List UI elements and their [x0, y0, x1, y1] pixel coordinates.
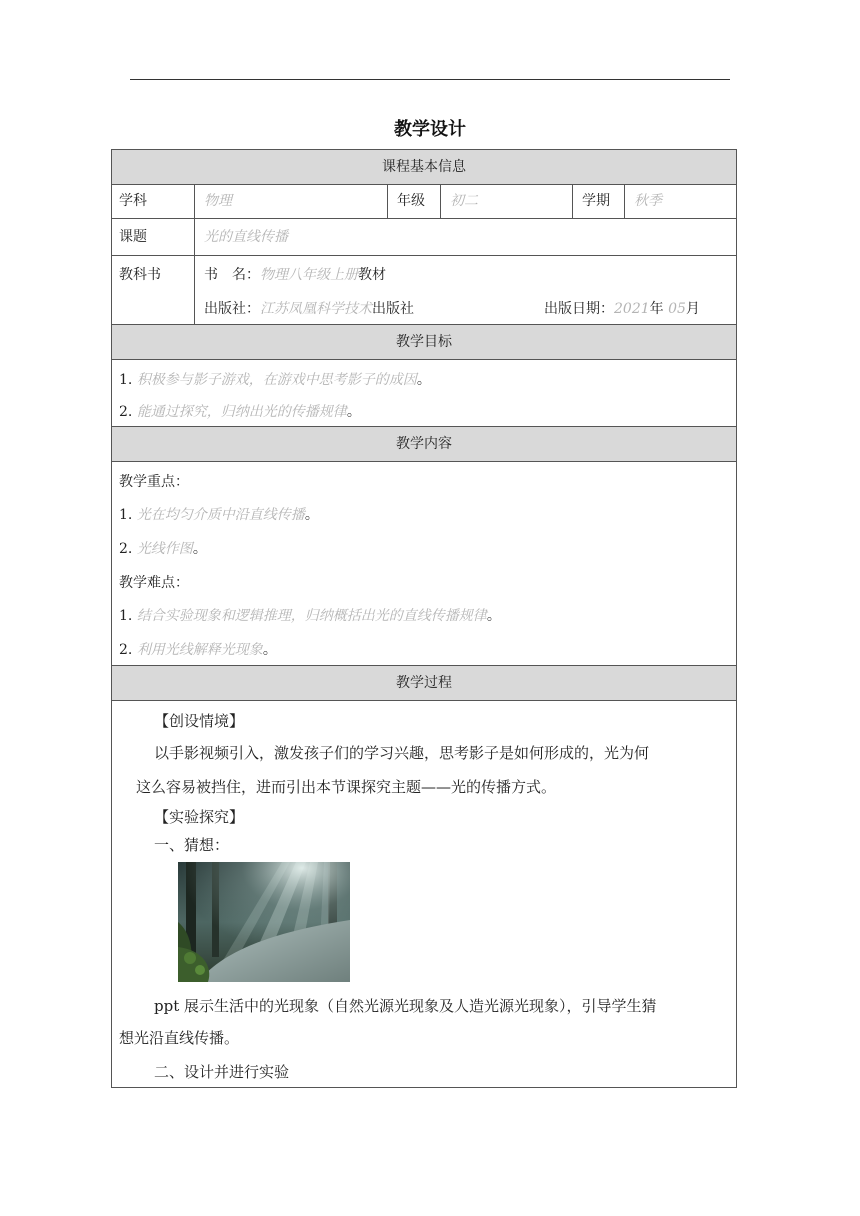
objectives-body	[112, 360, 736, 427]
objective-end: 。	[346, 404, 361, 420]
objective-text: 积极参与影子游戏，在游戏中思考影子的成因	[136, 372, 417, 388]
subject-row	[112, 185, 736, 219]
textbook-label: 教科书	[119, 267, 161, 283]
difficult-point-end: 。	[486, 608, 501, 624]
topic-row	[112, 219, 736, 256]
objective-end: 。	[416, 372, 431, 388]
key-point-number: 1.	[119, 507, 133, 523]
publisher-suffix: 出版社	[372, 301, 414, 317]
page-title: 教学设计	[394, 119, 466, 140]
publisher-line	[204, 298, 414, 318]
content-header: 教学内容	[112, 427, 736, 462]
difficult-point-item	[119, 639, 277, 659]
book-name-suffix: 教材	[358, 267, 386, 283]
key-point-item	[119, 538, 207, 558]
book-name-line	[204, 264, 386, 284]
objective-number: 2.	[119, 404, 133, 420]
difficult-point-item	[119, 605, 501, 625]
paragraph-line: 这么容易被挡住，进而引出本节课探究主题——光的传播方式。	[136, 778, 557, 796]
paragraph-line: 以手影视频引入，激发孩子们的学习兴趣，思考影子是如何形成的，光为何	[154, 744, 650, 762]
course-info-header: 课程基本信息	[112, 150, 736, 185]
objective-text: 能通过探究，归纳出光的传播规律	[136, 404, 347, 420]
term-label: 学期	[572, 185, 624, 218]
publisher-value: 江苏凤凰科学技术	[260, 301, 372, 317]
grade-label: 年级	[387, 185, 440, 218]
step-heading: 一、猜想：	[154, 836, 230, 854]
paragraph-line: ppt 展示生活中的光现象（自然光源光现象及人造光源光现象），引导学生猜	[154, 997, 657, 1015]
subject-label: 学科	[119, 193, 147, 209]
key-point-end: 。	[304, 507, 319, 523]
key-points-label: 教学重点：	[119, 474, 189, 490]
publish-month: 05	[668, 301, 686, 317]
difficult-points-label: 教学难点：	[119, 575, 189, 591]
process-body	[112, 701, 736, 1087]
process-header: 教学过程	[112, 666, 736, 701]
step-heading: 二、设计并进行实验	[154, 1063, 290, 1081]
header-rule	[130, 79, 730, 80]
publish-date-label: 出版日期：	[544, 301, 614, 317]
term-value: 秋季	[624, 185, 736, 218]
difficult-point-number: 2.	[119, 642, 133, 658]
forest-light-rays-photo	[178, 862, 350, 982]
objective-item	[119, 369, 431, 389]
year-unit: 年	[649, 301, 664, 317]
textbook-info	[194, 256, 736, 324]
publish-year: 2021	[614, 301, 650, 317]
objectives-header: 教学目标	[112, 325, 736, 360]
key-point-item	[119, 504, 319, 524]
grade-value: 初二	[440, 185, 572, 218]
publish-date-line	[544, 298, 700, 318]
key-point-number: 2.	[119, 541, 133, 557]
section-heading: 【实验探究】	[154, 808, 245, 826]
key-point-text: 光线作图	[136, 541, 193, 557]
section-heading: 【创设情境】	[154, 712, 245, 730]
key-point-text: 光在均匀介质中沿直线传播	[136, 507, 305, 523]
topic-label: 课题	[119, 229, 147, 245]
difficult-point-text: 利用光线解释光现象	[136, 642, 263, 658]
objective-number: 1.	[119, 372, 133, 388]
paragraph-line: 想光沿直线传播。	[119, 1029, 240, 1047]
difficult-point-number: 1.	[119, 608, 133, 624]
difficult-point-text: 结合实验现象和逻辑推理，归纳概括出光的直线传播规律	[136, 608, 487, 624]
topic-value: 光的直线传播	[194, 219, 736, 255]
publisher-label: 出版社：	[204, 301, 260, 317]
book-name-label: 书 名：	[204, 267, 260, 283]
lesson-plan-table	[111, 149, 737, 1088]
objective-item	[119, 401, 361, 421]
key-point-end: 。	[192, 541, 207, 557]
subject-value: 物理	[194, 185, 387, 218]
book-name-value: 物理八年级上册	[260, 267, 358, 283]
difficult-point-end: 。	[262, 642, 277, 658]
content-body	[112, 462, 736, 666]
textbook-row	[112, 256, 736, 325]
month-unit: 月	[685, 301, 700, 317]
